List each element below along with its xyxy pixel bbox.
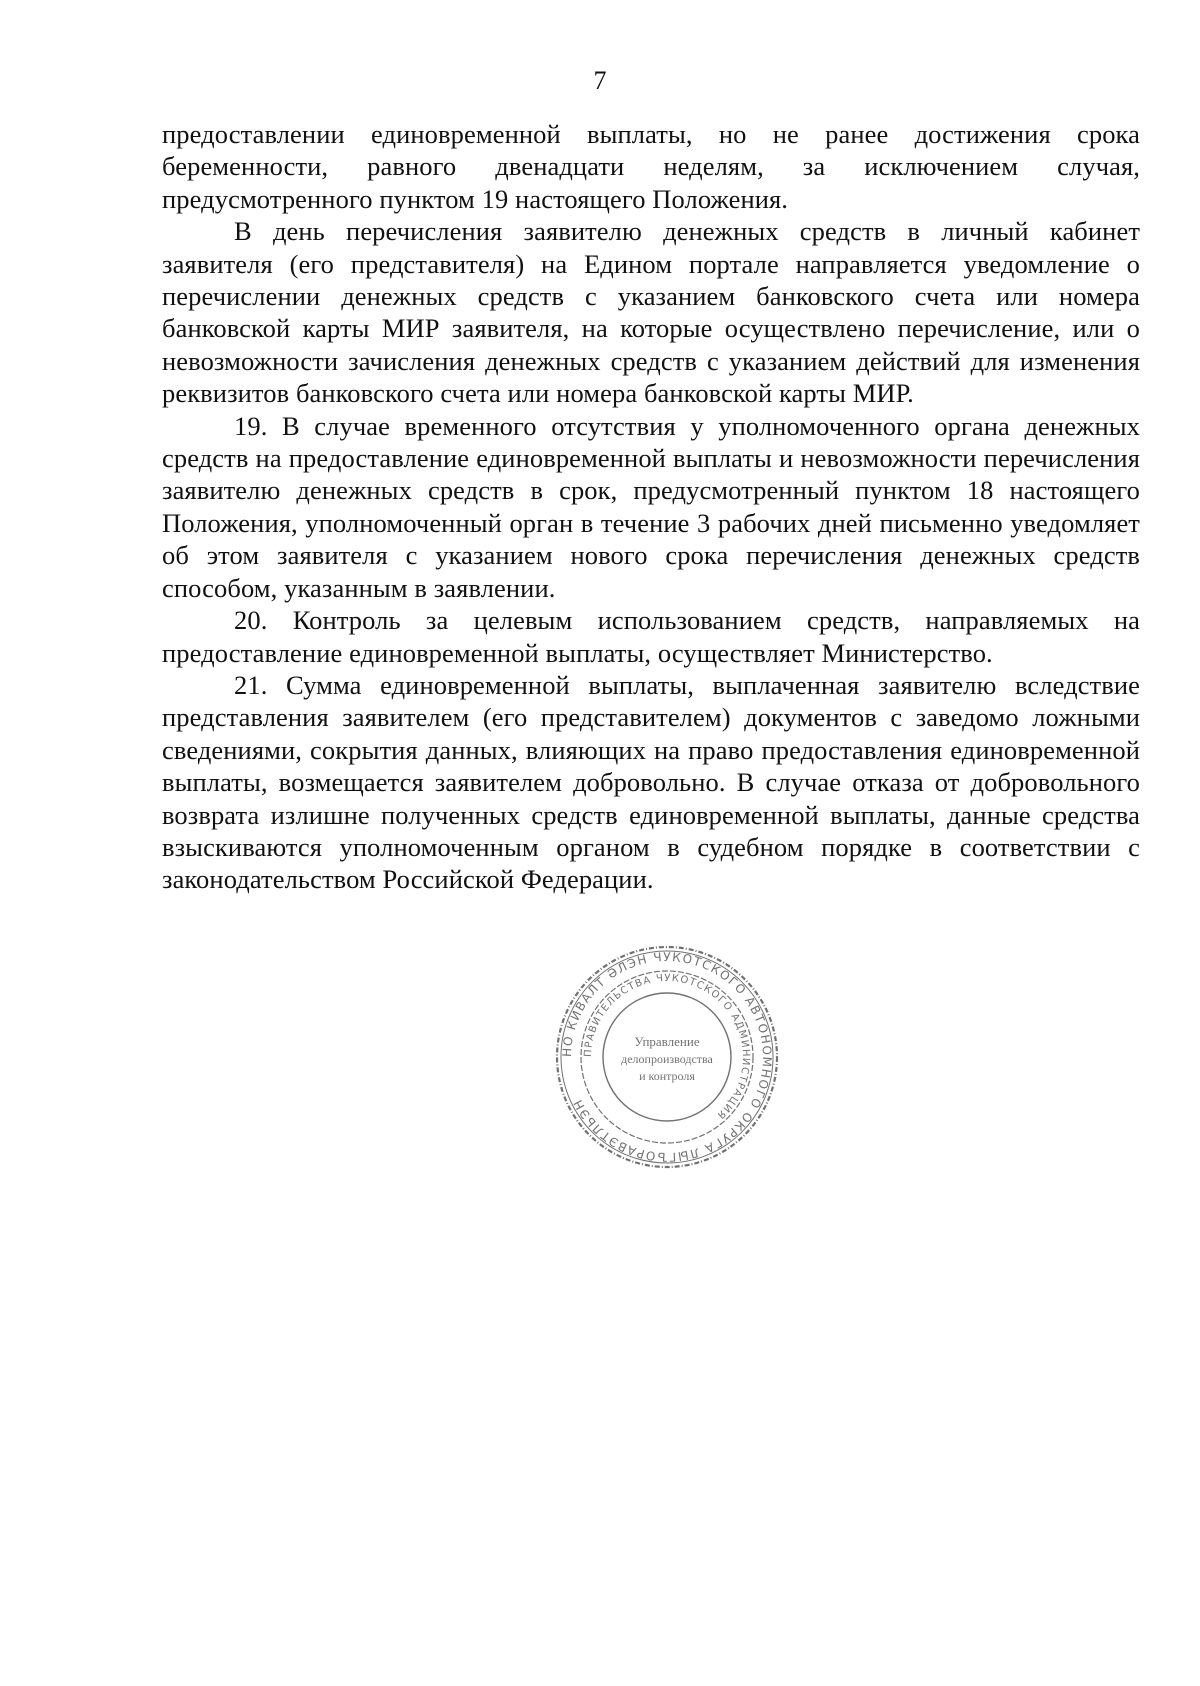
paragraph-continuation: предоставлении единовременной выплаты, но не ранее достижения срока беременности, равного двенадцати неделям, за исключением случая, предусмотренного пунктом 19 настоящего Положения. — [162, 119, 1140, 214]
paragraph-item-20: 20. Контроль за целевым использованием средств, направляемых на предоставление единовременной выплаты, осуществляет Министерство. — [162, 605, 1140, 668]
seal-center-line-2: делопроизводства — [621, 1052, 713, 1066]
document-body — [162, 118, 1140, 896]
seal-outer-ring-text: НО КИВАЛТ ӘЛЭН ЧУКОТСКОГО АВТОНОМНОГО ОКРУГА ЛЫГЪОРАВЭТЛЬЭН — [559, 949, 775, 1165]
seal-inner-ring-text: ПРАВИТЕЛЬСТВА ЧУКОТСКОГО АДМИНИСТРАЦИЯ — [582, 972, 752, 1122]
seal-center-line-1: Управление — [634, 1034, 700, 1049]
paragraph-item-19: 19. В случае временного отсутствия у уполномоченного органа денежных средств на предоставление единовременной выплаты и невозможности перечисления заявителю денежных средств в срок, предусмотренный пунктом 18 настоящего Положения, уполномоченный орган в течение 3 рабочих дней письменно уведомляет об этом заявителя с указанием нового срока перечисления денежных средств способом, указанным в заявлении. — [162, 410, 1140, 603]
paragraph-item-21: 21. Сумма единовременной выплаты, выплаченная заявителю вследствие представления заявителем (его представителем) документов с заведомо ложными сведениями, сокрытия данных, влияющих на право предоставления единовременной выплаты, возмещается заявителем добровольно. В случае отказа от добровольного возврата излишне полученных средств единовременной выплаты, данные средства взыскиваются уполномоченным органом в судебном порядке в соответствии с законодательством Российской Федерации. — [162, 669, 1140, 895]
page-number: 7 — [593, 66, 607, 95]
paragraph-notification: В день перечисления заявителю денежных средств в личный кабинет заявителя (его представителя) на Едином портале направляется уведомление о перечислении денежных средств с указанием банковского счета или номера банковской карты МИР заявителя, на которые осуществлено перечисление, или о невозможности зачисления денежных средств с указанием действий для изменения реквизитов банковского счета или номера банковской карты МИР. — [162, 216, 1140, 409]
seal-center-line-3: и контроля — [639, 1069, 695, 1083]
official-seal — [552, 942, 782, 1172]
